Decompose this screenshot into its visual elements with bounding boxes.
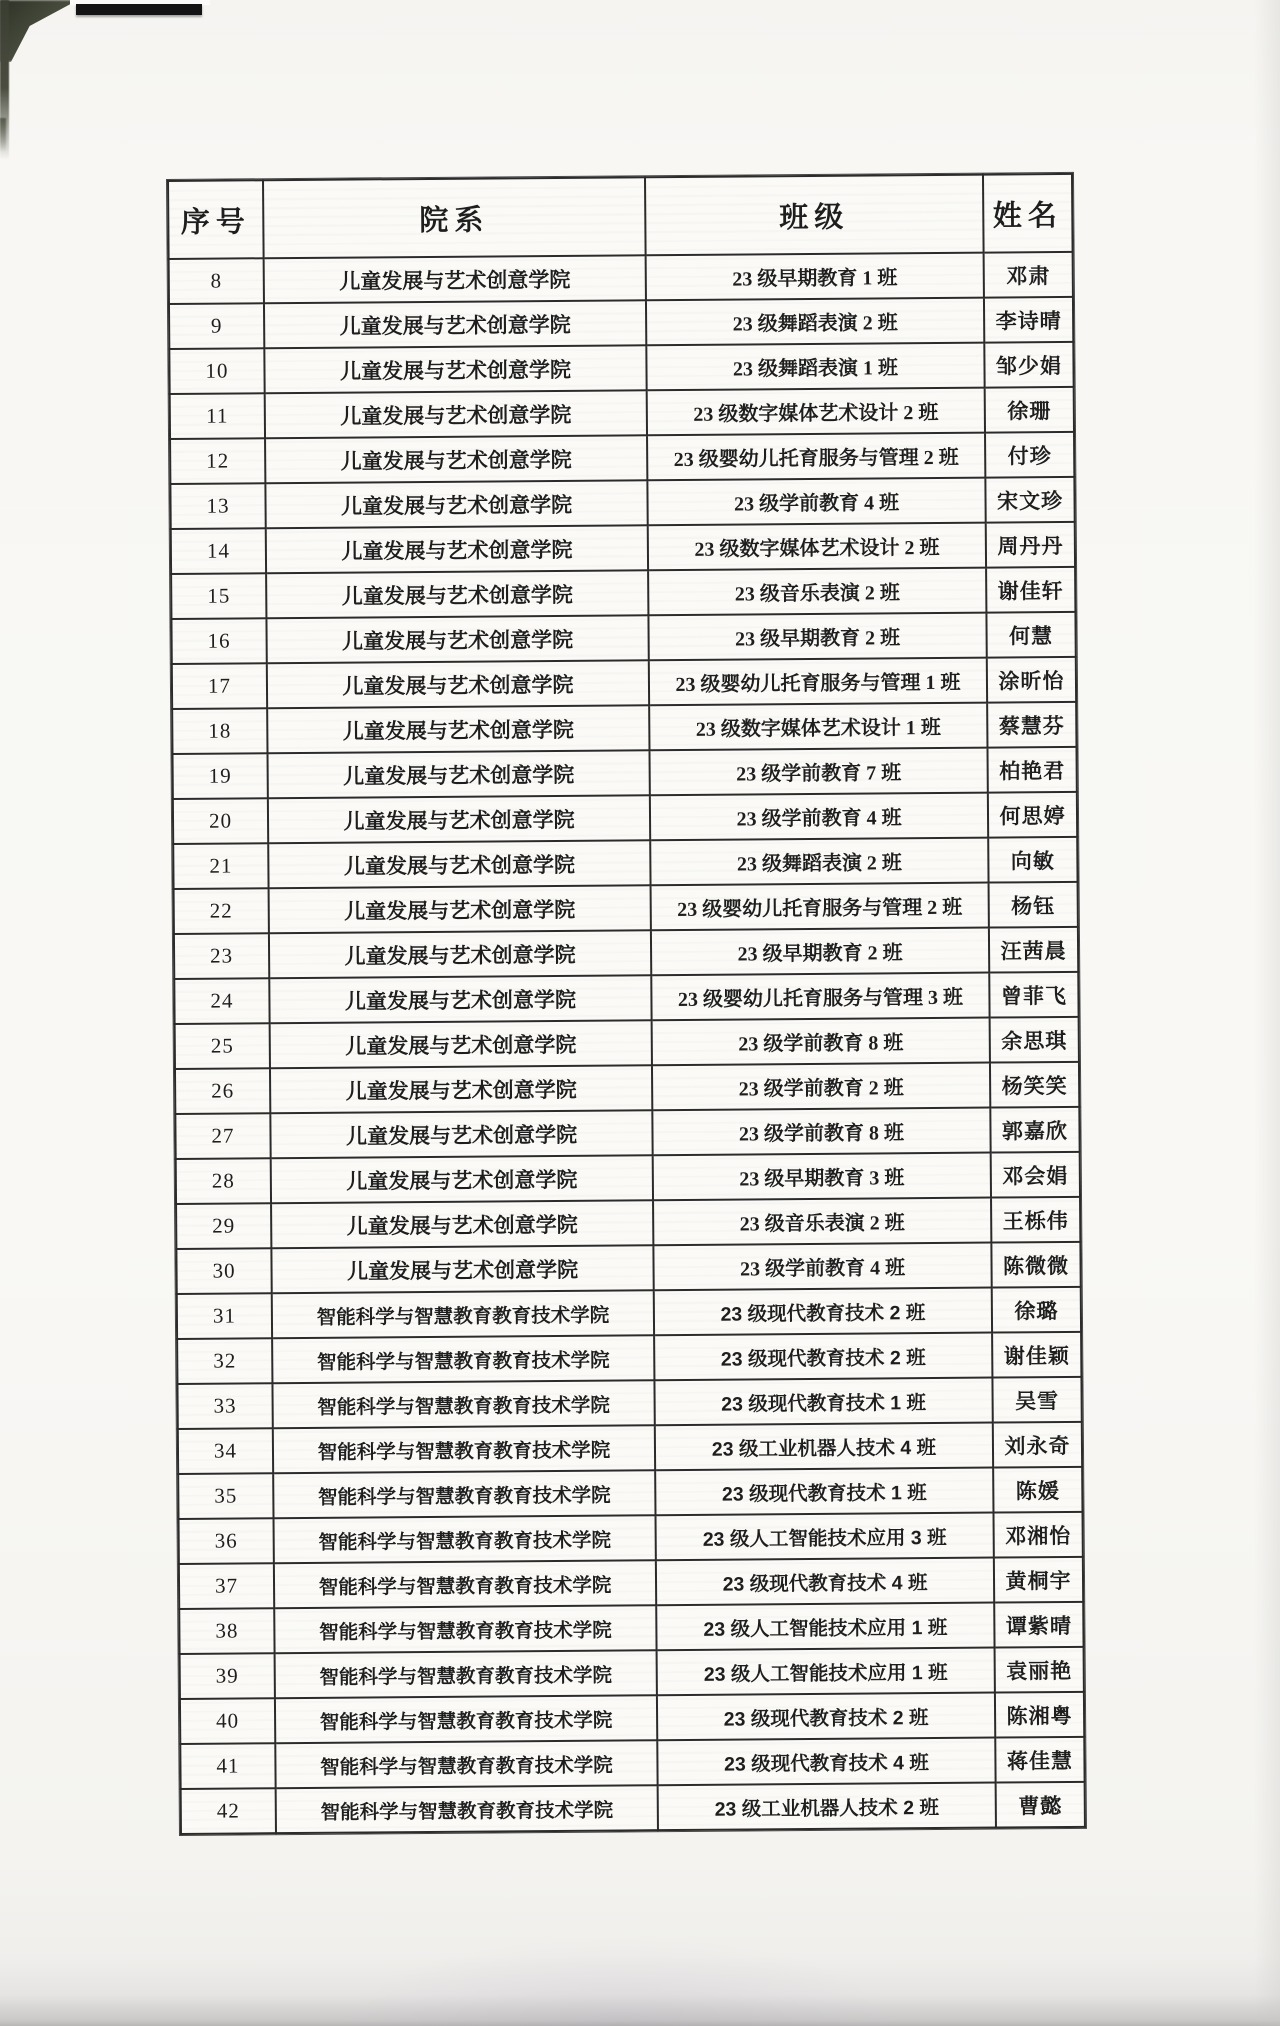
row-department: 智能科学与智慧教育教育技术学院 bbox=[275, 1695, 657, 1743]
row-serial-number: 30 bbox=[176, 1248, 271, 1294]
row-class: 23 级学前教育 4 班 bbox=[647, 478, 985, 526]
row-department: 儿童发展与艺术创意学院 bbox=[271, 1155, 653, 1203]
row-serial-number: 42 bbox=[181, 1788, 276, 1834]
table-row bbox=[172, 657, 1076, 709]
table-row bbox=[175, 1062, 1079, 1114]
table-row bbox=[180, 1647, 1084, 1699]
table-row bbox=[177, 1287, 1081, 1339]
row-department: 儿童发展与艺术创意学院 bbox=[264, 255, 646, 303]
scan-right-shade bbox=[1254, 0, 1280, 2026]
header-name: 姓名 bbox=[983, 174, 1073, 253]
row-department: 智能科学与智慧教育教育技术学院 bbox=[273, 1425, 655, 1473]
row-serial-number: 41 bbox=[180, 1743, 275, 1789]
row-class: 23 级工业机器人技术 4 班 bbox=[655, 1423, 993, 1471]
row-name: 曹懿 bbox=[996, 1782, 1085, 1828]
row-department: 儿童发展与艺术创意学院 bbox=[269, 975, 651, 1023]
row-serial-number: 16 bbox=[171, 618, 266, 664]
row-name: 余思琪 bbox=[990, 1017, 1079, 1063]
row-name: 王栎伟 bbox=[991, 1197, 1080, 1243]
scan-corner-artifact bbox=[0, 0, 78, 62]
row-serial-number: 27 bbox=[175, 1113, 270, 1159]
row-class: 23 级现代教育技术 2 班 bbox=[657, 1693, 995, 1741]
row-serial-number: 33 bbox=[177, 1383, 272, 1429]
table-row bbox=[173, 837, 1077, 889]
row-serial-number: 24 bbox=[174, 978, 269, 1024]
row-name: 袁丽艳 bbox=[995, 1647, 1084, 1693]
row-serial-number: 9 bbox=[169, 303, 264, 349]
row-department: 儿童发展与艺术创意学院 bbox=[267, 705, 649, 753]
row-name: 何思婷 bbox=[988, 792, 1077, 838]
table-row bbox=[169, 297, 1073, 349]
row-department: 智能科学与智慧教育教育技术学院 bbox=[274, 1605, 656, 1653]
row-class: 23 级学前教育 4 班 bbox=[650, 793, 988, 841]
row-department: 儿童发展与艺术创意学院 bbox=[265, 435, 647, 483]
row-class: 23 级舞蹈表演 1 班 bbox=[646, 343, 984, 391]
table-row bbox=[177, 1332, 1081, 1384]
row-name: 黄桐宇 bbox=[994, 1557, 1083, 1603]
row-class: 23 级现代教育技术 1 班 bbox=[655, 1468, 993, 1516]
row-department: 儿童发展与艺术创意学院 bbox=[266, 615, 648, 663]
row-department: 儿童发展与艺术创意学院 bbox=[267, 660, 649, 708]
row-serial-number: 12 bbox=[170, 438, 265, 484]
table-row bbox=[169, 342, 1073, 394]
row-class: 23 级学前教育 7 班 bbox=[649, 748, 987, 796]
row-department: 智能科学与智慧教育教育技术学院 bbox=[274, 1515, 656, 1563]
header-class: 班级 bbox=[645, 175, 984, 256]
row-class: 23 级人工智能技术应用 1 班 bbox=[656, 1603, 994, 1651]
row-department: 智能科学与智慧教育教育技术学院 bbox=[272, 1335, 654, 1383]
row-department: 儿童发展与艺术创意学院 bbox=[269, 885, 651, 933]
row-class: 23 级音乐表演 2 班 bbox=[648, 568, 986, 616]
header-serial-number: 序号 bbox=[168, 180, 264, 259]
row-class: 23 级婴幼儿托育服务与管理 3 班 bbox=[651, 973, 989, 1021]
row-department: 智能科学与智慧教育教育技术学院 bbox=[272, 1380, 654, 1428]
row-serial-number: 13 bbox=[170, 483, 265, 529]
row-serial-number: 26 bbox=[175, 1068, 270, 1114]
row-department: 儿童发展与艺术创意学院 bbox=[270, 1065, 652, 1113]
row-serial-number: 22 bbox=[174, 888, 269, 934]
row-name: 杨钰 bbox=[989, 882, 1078, 928]
row-class: 23 级早期教育 2 班 bbox=[648, 613, 986, 661]
row-class: 23 级人工智能技术应用 3 班 bbox=[656, 1513, 994, 1561]
table-row bbox=[179, 1557, 1083, 1609]
row-name: 杨笑笑 bbox=[990, 1062, 1079, 1108]
row-name: 蔡慧芬 bbox=[987, 702, 1076, 748]
row-department: 儿童发展与艺术创意学院 bbox=[271, 1245, 653, 1293]
row-class: 23 级数字媒体艺术设计 1 班 bbox=[649, 703, 987, 751]
row-department: 儿童发展与艺术创意学院 bbox=[266, 570, 648, 618]
row-name: 邹少娟 bbox=[984, 342, 1073, 388]
row-serial-number: 32 bbox=[177, 1338, 272, 1384]
table-row bbox=[181, 1782, 1085, 1834]
scan-edge-artifact bbox=[76, 4, 202, 15]
row-name: 陈湘粤 bbox=[995, 1692, 1084, 1738]
row-class: 23 级现代教育技术 4 班 bbox=[657, 1738, 995, 1786]
table-row bbox=[179, 1512, 1083, 1564]
row-class: 23 级现代教育技术 4 班 bbox=[656, 1558, 994, 1606]
table-row bbox=[177, 1377, 1081, 1429]
row-department: 儿童发展与艺术创意学院 bbox=[270, 1020, 652, 1068]
row-name: 徐璐 bbox=[992, 1287, 1081, 1333]
row-name: 宋文珍 bbox=[985, 477, 1074, 523]
table-header-row bbox=[168, 174, 1073, 259]
row-serial-number: 11 bbox=[170, 393, 265, 439]
row-serial-number: 39 bbox=[180, 1653, 275, 1699]
table-row bbox=[173, 792, 1077, 844]
row-department: 儿童发展与艺术创意学院 bbox=[265, 390, 647, 438]
row-department: 儿童发展与艺术创意学院 bbox=[270, 1110, 652, 1158]
table-row bbox=[174, 927, 1078, 979]
row-name: 谢佳颖 bbox=[992, 1332, 1081, 1378]
table-row bbox=[180, 1692, 1084, 1744]
row-serial-number: 10 bbox=[169, 348, 264, 394]
row-department: 智能科学与智慧教育教育技术学院 bbox=[273, 1470, 655, 1518]
row-class: 23 级学前教育 8 班 bbox=[652, 1018, 990, 1066]
row-class: 23 级早期教育 2 班 bbox=[651, 928, 989, 976]
row-class: 23 级现代教育技术 2 班 bbox=[654, 1288, 992, 1336]
row-serial-number: 29 bbox=[176, 1203, 271, 1249]
row-department: 儿童发展与艺术创意学院 bbox=[264, 300, 646, 348]
row-department: 儿童发展与艺术创意学院 bbox=[269, 930, 651, 978]
table-row bbox=[170, 387, 1074, 439]
row-class: 23 级婴幼儿托育服务与管理 2 班 bbox=[651, 883, 989, 931]
row-name: 吴雪 bbox=[992, 1377, 1081, 1423]
row-class: 23 级音乐表演 2 班 bbox=[653, 1198, 991, 1246]
row-department: 儿童发展与艺术创意学院 bbox=[268, 750, 650, 798]
row-serial-number: 25 bbox=[175, 1023, 270, 1069]
row-serial-number: 15 bbox=[171, 573, 266, 619]
row-name: 曾菲飞 bbox=[989, 972, 1078, 1018]
row-name: 谭紫晴 bbox=[994, 1602, 1083, 1648]
row-name: 郭嘉欣 bbox=[990, 1107, 1079, 1153]
row-class: 23 级婴幼儿托育服务与管理 2 班 bbox=[647, 433, 985, 481]
row-serial-number: 20 bbox=[173, 798, 268, 844]
row-serial-number: 19 bbox=[173, 753, 268, 799]
row-department: 智能科学与智慧教育教育技术学院 bbox=[275, 1650, 657, 1698]
row-class: 23 级工业机器人技术 2 班 bbox=[658, 1783, 996, 1831]
row-name: 汪茜晨 bbox=[989, 927, 1078, 973]
row-serial-number: 31 bbox=[177, 1293, 272, 1339]
scan-edge-artifact bbox=[0, 118, 6, 152]
table-row bbox=[170, 432, 1074, 484]
row-class: 23 级现代教育技术 1 班 bbox=[654, 1378, 992, 1426]
row-department: 儿童发展与艺术创意学院 bbox=[264, 345, 646, 393]
row-class: 23 级人工智能技术应用 1 班 bbox=[657, 1648, 995, 1696]
row-name: 何慧 bbox=[986, 612, 1075, 658]
row-serial-number: 38 bbox=[179, 1608, 274, 1654]
row-name: 周丹丹 bbox=[986, 522, 1075, 568]
row-class: 23 级学前教育 2 班 bbox=[652, 1063, 990, 1111]
table-row bbox=[174, 972, 1078, 1024]
row-class: 23 级早期教育 3 班 bbox=[653, 1153, 991, 1201]
table-row bbox=[169, 252, 1073, 304]
row-department: 智能科学与智慧教育教育技术学院 bbox=[276, 1785, 658, 1833]
row-department: 智能科学与智慧教育教育技术学院 bbox=[272, 1290, 654, 1338]
table-row bbox=[176, 1152, 1080, 1204]
row-serial-number: 17 bbox=[172, 663, 267, 709]
row-department: 儿童发展与艺术创意学院 bbox=[268, 840, 650, 888]
row-serial-number: 34 bbox=[178, 1428, 273, 1474]
row-name: 邓会娟 bbox=[991, 1152, 1080, 1198]
row-class: 23 级现代教育技术 2 班 bbox=[654, 1333, 992, 1381]
student-roster-table bbox=[167, 173, 1086, 1835]
table-row bbox=[180, 1737, 1084, 1789]
row-department: 儿童发展与艺术创意学院 bbox=[268, 795, 650, 843]
row-class: 23 级数字媒体艺术设计 2 班 bbox=[647, 388, 985, 436]
row-serial-number: 14 bbox=[171, 528, 266, 574]
scan-bottom-shade bbox=[0, 1956, 1280, 2026]
row-department: 儿童发展与艺术创意学院 bbox=[265, 480, 647, 528]
row-name: 蒋佳慧 bbox=[995, 1737, 1084, 1783]
row-name: 徐珊 bbox=[985, 387, 1074, 433]
row-name: 谢佳轩 bbox=[986, 567, 1075, 613]
table-row bbox=[171, 567, 1075, 619]
row-serial-number: 18 bbox=[172, 708, 267, 754]
row-name: 涂昕怡 bbox=[987, 657, 1076, 703]
row-class: 23 级舞蹈表演 2 班 bbox=[646, 298, 984, 346]
table-row bbox=[176, 1197, 1080, 1249]
row-name: 陈媛 bbox=[993, 1467, 1082, 1513]
row-department: 智能科学与智慧教育教育技术学院 bbox=[274, 1560, 656, 1608]
row-name: 刘永奇 bbox=[993, 1422, 1082, 1468]
table-row bbox=[171, 522, 1075, 574]
table-row bbox=[175, 1017, 1079, 1069]
row-class: 23 级学前教育 4 班 bbox=[653, 1243, 991, 1291]
row-class: 23 级数字媒体艺术设计 2 班 bbox=[648, 523, 986, 571]
table-row bbox=[176, 1242, 1080, 1294]
row-serial-number: 35 bbox=[178, 1473, 273, 1519]
row-serial-number: 28 bbox=[176, 1158, 271, 1204]
row-name: 陈微微 bbox=[991, 1242, 1080, 1288]
table-row bbox=[174, 882, 1078, 934]
row-class: 23 级早期教育 1 班 bbox=[646, 253, 984, 301]
row-name: 柏艳君 bbox=[987, 747, 1076, 793]
row-name: 付珍 bbox=[985, 432, 1074, 478]
table-row bbox=[173, 747, 1077, 799]
row-serial-number: 37 bbox=[179, 1563, 274, 1609]
row-department: 儿童发展与艺术创意学院 bbox=[266, 525, 648, 573]
row-class: 23 级舞蹈表演 2 班 bbox=[650, 838, 988, 886]
table-row bbox=[172, 702, 1076, 754]
table-row bbox=[178, 1422, 1082, 1474]
table-row bbox=[171, 612, 1075, 664]
row-class: 23 级学前教育 8 班 bbox=[652, 1108, 990, 1156]
table-row bbox=[178, 1467, 1082, 1519]
header-department: 院系 bbox=[263, 177, 646, 258]
row-class: 23 级婴幼儿托育服务与管理 1 班 bbox=[649, 658, 987, 706]
row-serial-number: 21 bbox=[173, 843, 268, 889]
table-row bbox=[170, 477, 1074, 529]
row-serial-number: 40 bbox=[180, 1698, 275, 1744]
row-name: 邓湘怡 bbox=[993, 1512, 1082, 1558]
row-serial-number: 36 bbox=[179, 1518, 274, 1564]
row-serial-number: 8 bbox=[169, 258, 264, 304]
row-department: 智能科学与智慧教育教育技术学院 bbox=[275, 1740, 657, 1788]
row-name: 向敏 bbox=[988, 837, 1077, 883]
row-name: 李诗晴 bbox=[984, 297, 1073, 343]
row-serial-number: 23 bbox=[174, 933, 269, 979]
table-row bbox=[175, 1107, 1079, 1159]
row-department: 儿童发展与艺术创意学院 bbox=[271, 1200, 653, 1248]
table-row bbox=[179, 1602, 1083, 1654]
row-name: 邓肃 bbox=[984, 252, 1073, 298]
